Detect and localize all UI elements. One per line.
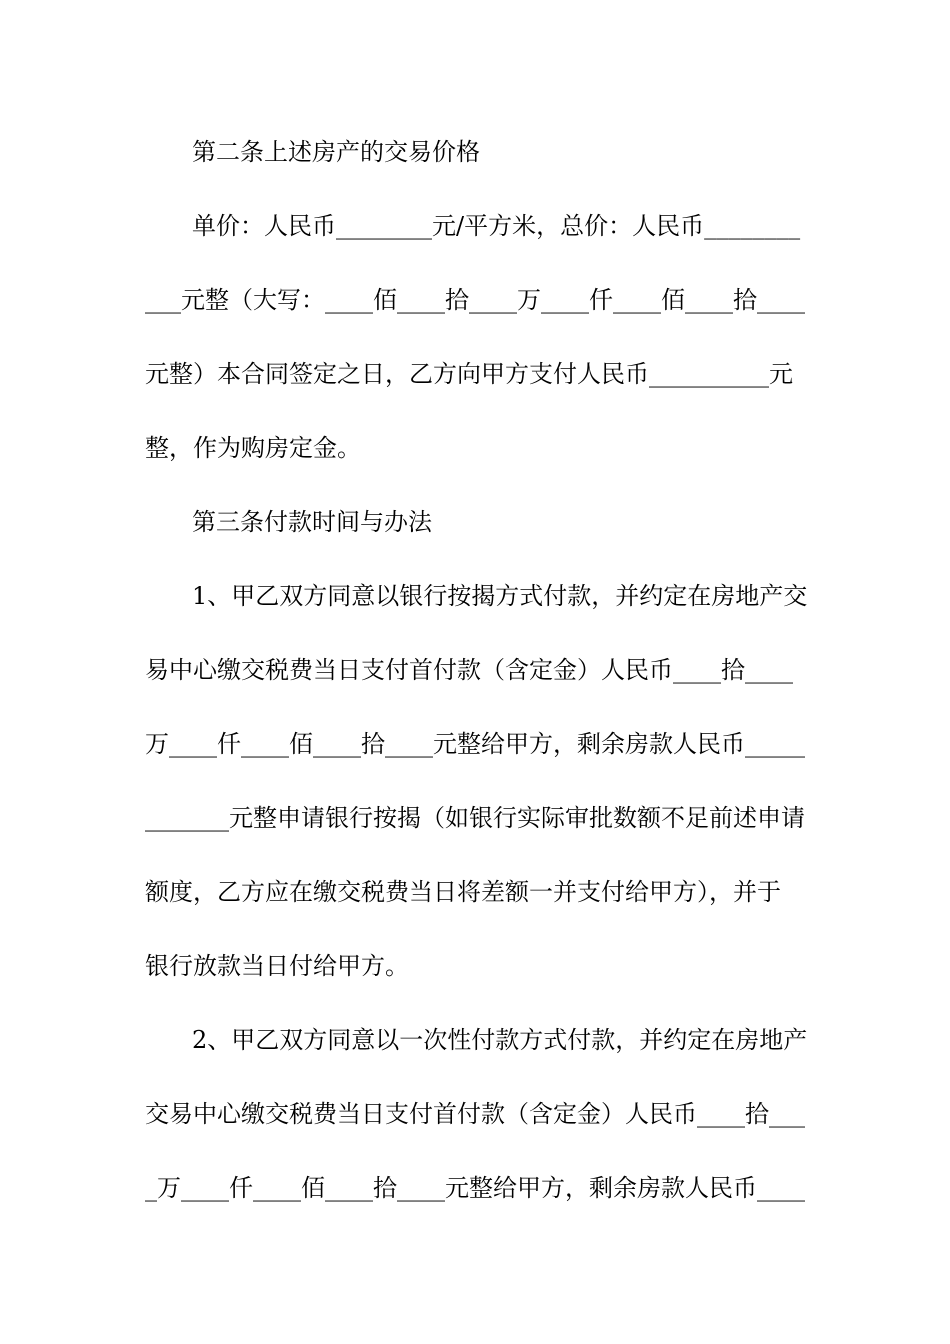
paragraph-line: ___元整（大写：____佰____拾____万____仟____佰____拾____ [145, 286, 805, 314]
paragraph-line: 万____仟____佰____拾____元整给甲方，剩余房款人民币_____ [145, 730, 805, 758]
paragraph-line: 1、甲乙双方同意以银行按揭方式付款，并约定在房地产交 [192, 582, 808, 610]
paragraph-line: 额度，乙方应在缴交税费当日将差额一并支付给甲方），并于 [145, 878, 781, 906]
section-heading-payment: 第三条付款时间与办法 [192, 508, 432, 536]
paragraph-line: 易中心缴交税费当日支付首付款（含定金）人民币____拾____ [145, 656, 793, 684]
paragraph-line: 元整）本合同签定之日，乙方向甲方支付人民币__________元 [145, 360, 793, 388]
section-heading-price: 第二条上述房产的交易价格 [192, 138, 480, 166]
paragraph-line: 银行放款当日付给甲方。 [145, 952, 409, 980]
paragraph-line: _万____仟____佰____拾____元整给甲方，剩余房款人民币____ [145, 1174, 805, 1202]
paragraph-line: 交易中心缴交税费当日支付首付款（含定金）人民币____拾___ [145, 1100, 805, 1128]
paragraph-line: 2、甲乙双方同意以一次性付款方式付款，并约定在房地产 [192, 1026, 808, 1054]
paragraph-line: _______元整申请银行按揭（如银行实际审批数额不足前述申请 [145, 804, 805, 832]
paragraph-line: 单价：人民币________元/平方米，总价：人民币________ [192, 212, 801, 240]
paragraph-line: 整，作为购房定金。 [145, 434, 361, 462]
